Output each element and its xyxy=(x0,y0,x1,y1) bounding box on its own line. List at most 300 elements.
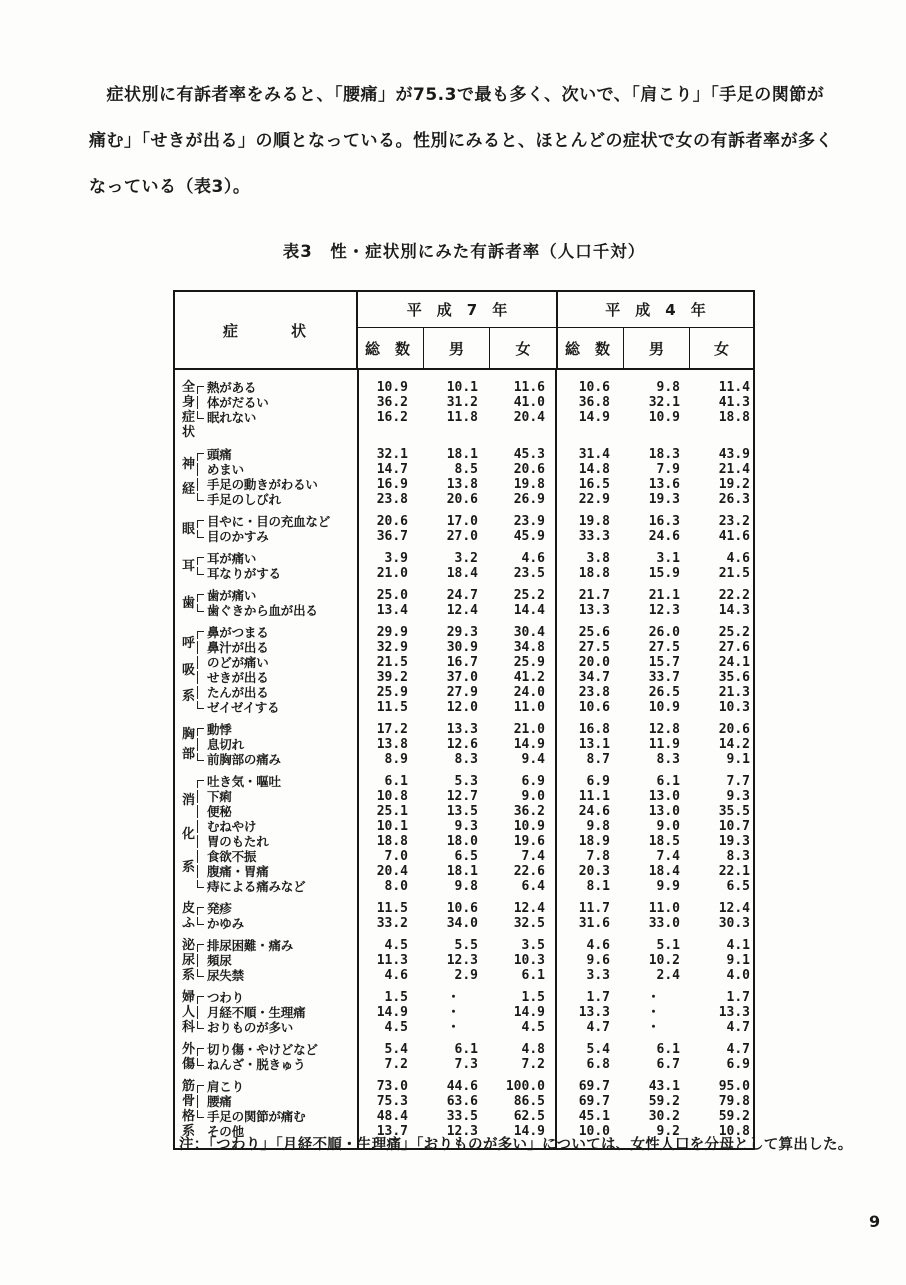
value-cell: 19.8 xyxy=(513,477,545,492)
value-cell: ・ xyxy=(646,1005,660,1020)
group-label-char: 系 xyxy=(182,968,196,983)
table-row xyxy=(197,640,753,655)
group-label xyxy=(175,625,197,715)
group-label xyxy=(175,1079,197,1139)
table-row xyxy=(197,752,753,767)
group-label-char: ふ xyxy=(182,916,196,931)
symptom-name: 頻尿 xyxy=(207,953,232,968)
value-cell: 14.7 xyxy=(376,462,408,477)
symptom-name: 排尿困難・痛み xyxy=(207,938,294,953)
value-cell: 4.5 xyxy=(384,938,408,953)
value-cell: ・ xyxy=(446,1005,460,1020)
intro-paragraph xyxy=(89,72,834,210)
year-header-h7: 平 成 7 年 xyxy=(358,292,556,328)
table-row xyxy=(197,603,753,618)
value-cell: 14.9 xyxy=(578,410,610,425)
value-cell: 18.4 xyxy=(446,566,478,581)
table-row xyxy=(197,1094,753,1109)
value-cell: 20.6 xyxy=(513,462,545,477)
stats-table xyxy=(173,290,755,1150)
group-bracket xyxy=(197,835,204,848)
symptom-name-cell xyxy=(197,410,354,425)
group-rows xyxy=(197,625,753,715)
value-cell: 36.7 xyxy=(376,529,408,544)
group-bracket xyxy=(197,954,204,967)
symptom-group xyxy=(175,938,753,983)
value-cell: 30.2 xyxy=(648,1109,680,1124)
symptom-name: せきが出る xyxy=(207,670,269,685)
value-cell: 32.9 xyxy=(376,640,408,655)
group-bracket xyxy=(197,728,204,736)
value-cell: 13.5 xyxy=(446,804,478,819)
value-cell: 24.6 xyxy=(648,529,680,544)
group-label-char: 歯 xyxy=(182,595,196,611)
value-cell: 7.4 xyxy=(656,849,680,864)
table-row xyxy=(197,990,753,1005)
value-cell: 41.6 xyxy=(718,529,750,544)
intro-line-3: なっている（表3）。 xyxy=(89,177,251,197)
value-cell: 29.9 xyxy=(376,625,408,640)
value-cell: 14.9 xyxy=(513,1005,545,1020)
value-cell: 41.0 xyxy=(513,395,545,410)
group-bracket xyxy=(197,604,204,612)
group-label-char: 胸 xyxy=(182,727,196,742)
value-cell: ・ xyxy=(646,1020,660,1035)
table-title: 表3 性・症状別にみた有訴者率（人口千対） xyxy=(282,242,646,261)
value-cell: 6.9 xyxy=(726,1057,750,1072)
symptom-name-cell xyxy=(197,551,354,566)
group-label-char: 耳 xyxy=(182,558,196,574)
group-label xyxy=(175,1042,197,1072)
group-label-char: 呼 xyxy=(182,636,196,652)
table-note: 注：「つわり」「月経不順・生理痛」「おりものが多い」については、女性人口を分母として算出した。 xyxy=(179,1137,853,1153)
value-cell: 10.6 xyxy=(578,700,610,715)
col-header-h4-male: 男 xyxy=(624,328,690,368)
value-cell: 22.6 xyxy=(513,864,545,879)
symptom-name: 月経不順・生理痛 xyxy=(207,1005,306,1020)
value-cell: 75.3 xyxy=(376,1094,408,1109)
value-cell: 4.5 xyxy=(521,1020,545,1035)
symptom-name: 吐き気・嘔吐 xyxy=(207,774,281,789)
symptom-name: 歯が痛い xyxy=(207,588,257,603)
value-cell: 16.9 xyxy=(376,477,408,492)
group-bracket xyxy=(197,567,204,575)
value-cell: 33.5 xyxy=(446,1109,478,1124)
symptom-name-cell xyxy=(197,529,354,544)
symptom-name: 痔による痛みなど xyxy=(207,879,306,894)
group-bracket xyxy=(197,1021,204,1029)
value-cell: 5.4 xyxy=(384,1042,408,1057)
symptom-name: 動悸 xyxy=(207,722,232,737)
value-cell: 36.8 xyxy=(578,395,610,410)
value-cell: 2.9 xyxy=(454,968,478,983)
value-cell: 33.2 xyxy=(376,916,408,931)
value-cell: 62.5 xyxy=(513,1109,545,1124)
value-cell: 33.3 xyxy=(578,529,610,544)
table-body xyxy=(175,370,753,1148)
symptom-group xyxy=(175,1079,753,1139)
symptom-name: 便秘 xyxy=(207,804,232,819)
group-label-char: 眼 xyxy=(182,521,196,537)
symptom-name: 尿失禁 xyxy=(207,968,244,983)
symptom-name: 鼻がつまる xyxy=(207,625,269,640)
value-cell: 21.0 xyxy=(376,566,408,581)
value-cell: 11.5 xyxy=(376,901,408,916)
symptom-name: おりものが多い xyxy=(207,1020,294,1035)
table-row xyxy=(197,938,753,953)
symptom-name: 食欲不振 xyxy=(207,849,257,864)
value-cell: 9.3 xyxy=(726,789,750,804)
group-label-char: 尿 xyxy=(182,953,196,968)
page-number: 9 xyxy=(869,1212,881,1231)
value-cell: 9.4 xyxy=(521,752,545,767)
value-cell: 4.7 xyxy=(586,1020,610,1035)
table-row xyxy=(197,1109,753,1124)
symptom-name-cell xyxy=(197,447,354,462)
group-label-char: 消 xyxy=(182,792,196,808)
symptom-column-header: 症 状 xyxy=(175,292,358,368)
value-cell: 37.0 xyxy=(446,670,478,685)
symptom-name: 下痢 xyxy=(207,789,232,804)
value-cell: 35.6 xyxy=(718,670,750,685)
symptom-name: 体がだるい xyxy=(207,395,269,410)
value-cell: 4.6 xyxy=(586,938,610,953)
group-bracket xyxy=(197,996,204,1004)
table-row xyxy=(197,819,753,834)
value-cell: 1.7 xyxy=(726,990,750,1005)
group-rows xyxy=(197,447,753,507)
value-cell: 12.8 xyxy=(648,722,680,737)
symptom-group xyxy=(175,551,753,581)
value-cell: 11.1 xyxy=(578,789,610,804)
value-cell: 69.7 xyxy=(578,1079,610,1094)
symptom-name-cell xyxy=(197,700,354,715)
value-cell: 6.1 xyxy=(454,1042,478,1057)
group-label-char: 格 xyxy=(182,1109,196,1124)
value-cell: 18.3 xyxy=(648,447,680,462)
value-cell: 11.4 xyxy=(718,380,750,395)
symptom-group xyxy=(175,774,753,894)
value-cell: 7.8 xyxy=(586,849,610,864)
table-row xyxy=(197,462,753,477)
group-bracket xyxy=(197,701,204,709)
symptom-name: 腰痛 xyxy=(207,1094,232,1109)
value-cell: 11.5 xyxy=(376,700,408,715)
value-cell: 32.5 xyxy=(513,916,545,931)
value-cell: 9.3 xyxy=(454,819,478,834)
value-cell: 6.9 xyxy=(521,774,545,789)
symptom-name-cell xyxy=(197,774,354,789)
symptom-name: ねんざ・脱きゅう xyxy=(207,1057,306,1072)
value-cell: 25.6 xyxy=(578,625,610,640)
value-cell: 3.2 xyxy=(454,551,478,566)
group-label-char: 皮 xyxy=(182,901,196,916)
value-cell: 24.0 xyxy=(513,685,545,700)
symptom-name: 目のかすみ xyxy=(207,529,269,544)
group-bracket xyxy=(197,386,204,394)
symptom-name-cell xyxy=(197,819,354,834)
group-label-char: 経 xyxy=(182,482,196,497)
value-cell: 24.1 xyxy=(718,655,750,670)
symptom-name: ゼイゼイする xyxy=(207,700,280,715)
symptom-name-cell xyxy=(197,514,354,529)
table-row xyxy=(197,849,753,864)
group-label-char: 身 xyxy=(182,395,196,410)
value-cell: 20.0 xyxy=(578,655,610,670)
group-bracket xyxy=(197,396,204,409)
symptom-name-cell xyxy=(197,685,354,700)
value-cell: 79.8 xyxy=(718,1094,750,1109)
value-cell: 25.9 xyxy=(513,655,545,670)
value-cell: 23.5 xyxy=(513,566,545,581)
value-cell: 14.9 xyxy=(513,1124,545,1139)
value-cell: 7.2 xyxy=(521,1057,545,1072)
value-cell: 86.5 xyxy=(513,1094,545,1109)
value-cell: 35.5 xyxy=(718,804,750,819)
value-cell: 7.4 xyxy=(521,849,545,864)
value-cell: 16.5 xyxy=(578,477,610,492)
value-cell: 30.9 xyxy=(446,640,478,655)
table-row xyxy=(197,1042,753,1057)
group-rows xyxy=(197,990,753,1035)
value-cell: 9.8 xyxy=(454,879,478,894)
value-cell: 6.7 xyxy=(656,1057,680,1072)
value-cell: 15.7 xyxy=(648,655,680,670)
value-cell: 25.1 xyxy=(376,804,408,819)
table-row xyxy=(197,864,753,879)
table-row xyxy=(197,685,753,700)
value-cell: 1.5 xyxy=(521,990,545,1005)
group-label-char: 神 xyxy=(182,457,196,472)
table-row xyxy=(197,447,753,462)
value-cell: 31.6 xyxy=(578,916,610,931)
symptom-name: つわり xyxy=(207,990,244,1005)
value-cell: 63.6 xyxy=(446,1094,478,1109)
value-cell: 20.6 xyxy=(718,722,750,737)
table-row xyxy=(197,655,753,670)
group-bracket xyxy=(197,557,204,565)
group-rows xyxy=(197,774,753,894)
group-label-char: 状 xyxy=(182,425,196,440)
value-cell: 21.5 xyxy=(718,566,750,581)
value-cell: 13.8 xyxy=(446,477,478,492)
value-cell: 10.3 xyxy=(718,700,750,715)
symptom-name-cell xyxy=(197,1079,354,1094)
symptom-group xyxy=(175,447,753,507)
symptom-name-cell xyxy=(197,1005,354,1020)
value-cell: 59.2 xyxy=(718,1109,750,1124)
group-bracket xyxy=(197,790,204,803)
value-cell: 100.0 xyxy=(505,1079,545,1094)
value-cell: 9.9 xyxy=(656,879,680,894)
value-cell: 24.7 xyxy=(446,588,478,603)
value-cell: 14.8 xyxy=(578,462,610,477)
group-bracket xyxy=(197,453,204,461)
symptom-name: むねやけ xyxy=(207,819,257,834)
value-cell: 7.0 xyxy=(384,849,408,864)
group-label xyxy=(175,380,197,440)
table-row xyxy=(197,1005,753,1020)
group-rows xyxy=(197,1079,753,1139)
year-block-h7 xyxy=(358,292,556,368)
value-cell: 30.4 xyxy=(513,625,545,640)
value-cell: 8.5 xyxy=(454,462,478,477)
group-label xyxy=(175,774,197,894)
symptom-name-cell xyxy=(197,968,354,983)
value-cell: 10.8 xyxy=(718,1124,750,1139)
value-cell: 95.0 xyxy=(718,1079,750,1094)
value-cell: 3.3 xyxy=(586,968,610,983)
symptom-name: 手足のしびれ xyxy=(207,492,281,507)
value-cell: 4.5 xyxy=(384,1020,408,1035)
symptom-name-cell xyxy=(197,1020,354,1035)
value-cell: 3.5 xyxy=(521,938,545,953)
group-label-char: 骨 xyxy=(182,1094,196,1109)
symptom-name-cell xyxy=(197,462,354,477)
value-cell: 18.8 xyxy=(718,410,750,425)
table-row xyxy=(197,1020,753,1035)
value-cell: 21.4 xyxy=(718,462,750,477)
value-cell: 12.3 xyxy=(446,953,478,968)
table-row xyxy=(197,670,753,685)
symptom-name-cell xyxy=(197,588,354,603)
value-cell: 26.9 xyxy=(513,492,545,507)
value-cell: 13.7 xyxy=(376,1124,408,1139)
group-label xyxy=(175,588,197,618)
value-cell: 69.7 xyxy=(578,1094,610,1109)
value-cell: 20.6 xyxy=(376,514,408,529)
symptom-name-cell xyxy=(197,722,354,737)
symptom-name: 歯ぐきから血が出る xyxy=(207,603,318,618)
value-cell: 9.2 xyxy=(656,1124,680,1139)
symptom-group xyxy=(175,514,753,544)
group-label xyxy=(175,722,197,767)
value-cell: 4.7 xyxy=(726,1020,750,1035)
table-row xyxy=(197,588,753,603)
value-cell: 27.5 xyxy=(578,640,610,655)
value-cell: 12.4 xyxy=(513,901,545,916)
group-rows xyxy=(197,380,753,440)
group-label xyxy=(175,551,197,581)
value-cell: 13.3 xyxy=(578,1005,610,1020)
value-cell: 45.1 xyxy=(578,1109,610,1124)
value-cell: 7.9 xyxy=(656,462,680,477)
value-cell: 36.2 xyxy=(513,804,545,819)
value-cell: 44.6 xyxy=(446,1079,478,1094)
value-cell: 16.8 xyxy=(578,722,610,737)
value-cell: 9.1 xyxy=(726,752,750,767)
symptom-name: めまい xyxy=(207,462,244,477)
symptom-name: たんが出る xyxy=(207,685,269,700)
value-cell: 3.8 xyxy=(586,551,610,566)
value-cell: 22.2 xyxy=(718,588,750,603)
table-row xyxy=(197,551,753,566)
group-bracket xyxy=(197,631,204,639)
symptom-name: 胃のもたれ xyxy=(207,834,269,849)
value-cell: 4.6 xyxy=(521,551,545,566)
value-cell: 36.2 xyxy=(376,395,408,410)
group-bracket xyxy=(197,1110,204,1118)
value-cell: 34.0 xyxy=(446,916,478,931)
group-bracket xyxy=(197,753,204,761)
table-row xyxy=(197,879,753,894)
value-cell: 7.3 xyxy=(454,1057,478,1072)
group-bracket xyxy=(197,820,204,833)
value-cell: 6.5 xyxy=(454,849,478,864)
symptom-name-cell xyxy=(197,849,354,864)
group-bracket xyxy=(197,1048,204,1056)
value-cell: 13.1 xyxy=(578,737,610,752)
value-cell: 26.5 xyxy=(648,685,680,700)
value-cell: 27.9 xyxy=(446,685,478,700)
value-cell: 18.1 xyxy=(446,864,478,879)
value-cell: 17.2 xyxy=(376,722,408,737)
value-cell: 32.1 xyxy=(376,447,408,462)
table-row xyxy=(197,834,753,849)
group-label-char: 化 xyxy=(182,826,196,842)
value-cell: 25.2 xyxy=(718,625,750,640)
value-cell: 9.6 xyxy=(586,953,610,968)
value-cell: 11.8 xyxy=(446,410,478,425)
value-cell: 10.7 xyxy=(718,819,750,834)
symptom-name-cell xyxy=(197,953,354,968)
group-rows xyxy=(197,901,753,931)
group-label-char: 全 xyxy=(182,380,196,395)
col-header-h4-total: 総 数 xyxy=(558,328,624,368)
value-cell: 18.8 xyxy=(578,566,610,581)
symptom-name: 肩こり xyxy=(207,1079,244,1094)
value-cell: 7.7 xyxy=(726,774,750,789)
value-cell: 9.1 xyxy=(726,953,750,968)
value-cell: 25.9 xyxy=(376,685,408,700)
value-cell: 48.4 xyxy=(376,1109,408,1124)
value-cell: 25.0 xyxy=(376,588,408,603)
value-cell: 26.0 xyxy=(648,625,680,640)
value-cell: 11.7 xyxy=(578,901,610,916)
value-cell: 5.1 xyxy=(656,938,680,953)
value-cell: 59.2 xyxy=(648,1094,680,1109)
value-cell: 26.3 xyxy=(718,492,750,507)
group-label-char: 部 xyxy=(182,747,196,762)
value-cell: 9.0 xyxy=(521,789,545,804)
value-cell: 10.9 xyxy=(513,819,545,834)
value-cell: 4.8 xyxy=(521,1042,545,1057)
value-cell: 16.3 xyxy=(648,514,680,529)
group-bracket xyxy=(197,969,204,977)
value-cell: 16.2 xyxy=(376,410,408,425)
value-cell: 8.0 xyxy=(384,879,408,894)
value-cell: 19.8 xyxy=(578,514,610,529)
table-row xyxy=(197,901,753,916)
table-row xyxy=(197,737,753,752)
symptom-group xyxy=(175,380,753,440)
value-cell: 20.4 xyxy=(376,864,408,879)
group-bracket xyxy=(197,944,204,952)
group-bracket xyxy=(197,671,204,684)
value-cell: 13.0 xyxy=(648,789,680,804)
value-cell: 21.0 xyxy=(513,722,545,737)
value-cell: 8.9 xyxy=(384,752,408,767)
table-row xyxy=(197,774,753,789)
group-label-char: 傷 xyxy=(182,1057,196,1072)
value-cell: 11.0 xyxy=(513,700,545,715)
symptom-name: 耳なりがする xyxy=(207,566,281,581)
value-cell: 33.0 xyxy=(648,916,680,931)
value-cell: 6.1 xyxy=(656,774,680,789)
table-row xyxy=(197,625,753,640)
group-label xyxy=(175,447,197,507)
value-cell: 13.3 xyxy=(578,603,610,618)
